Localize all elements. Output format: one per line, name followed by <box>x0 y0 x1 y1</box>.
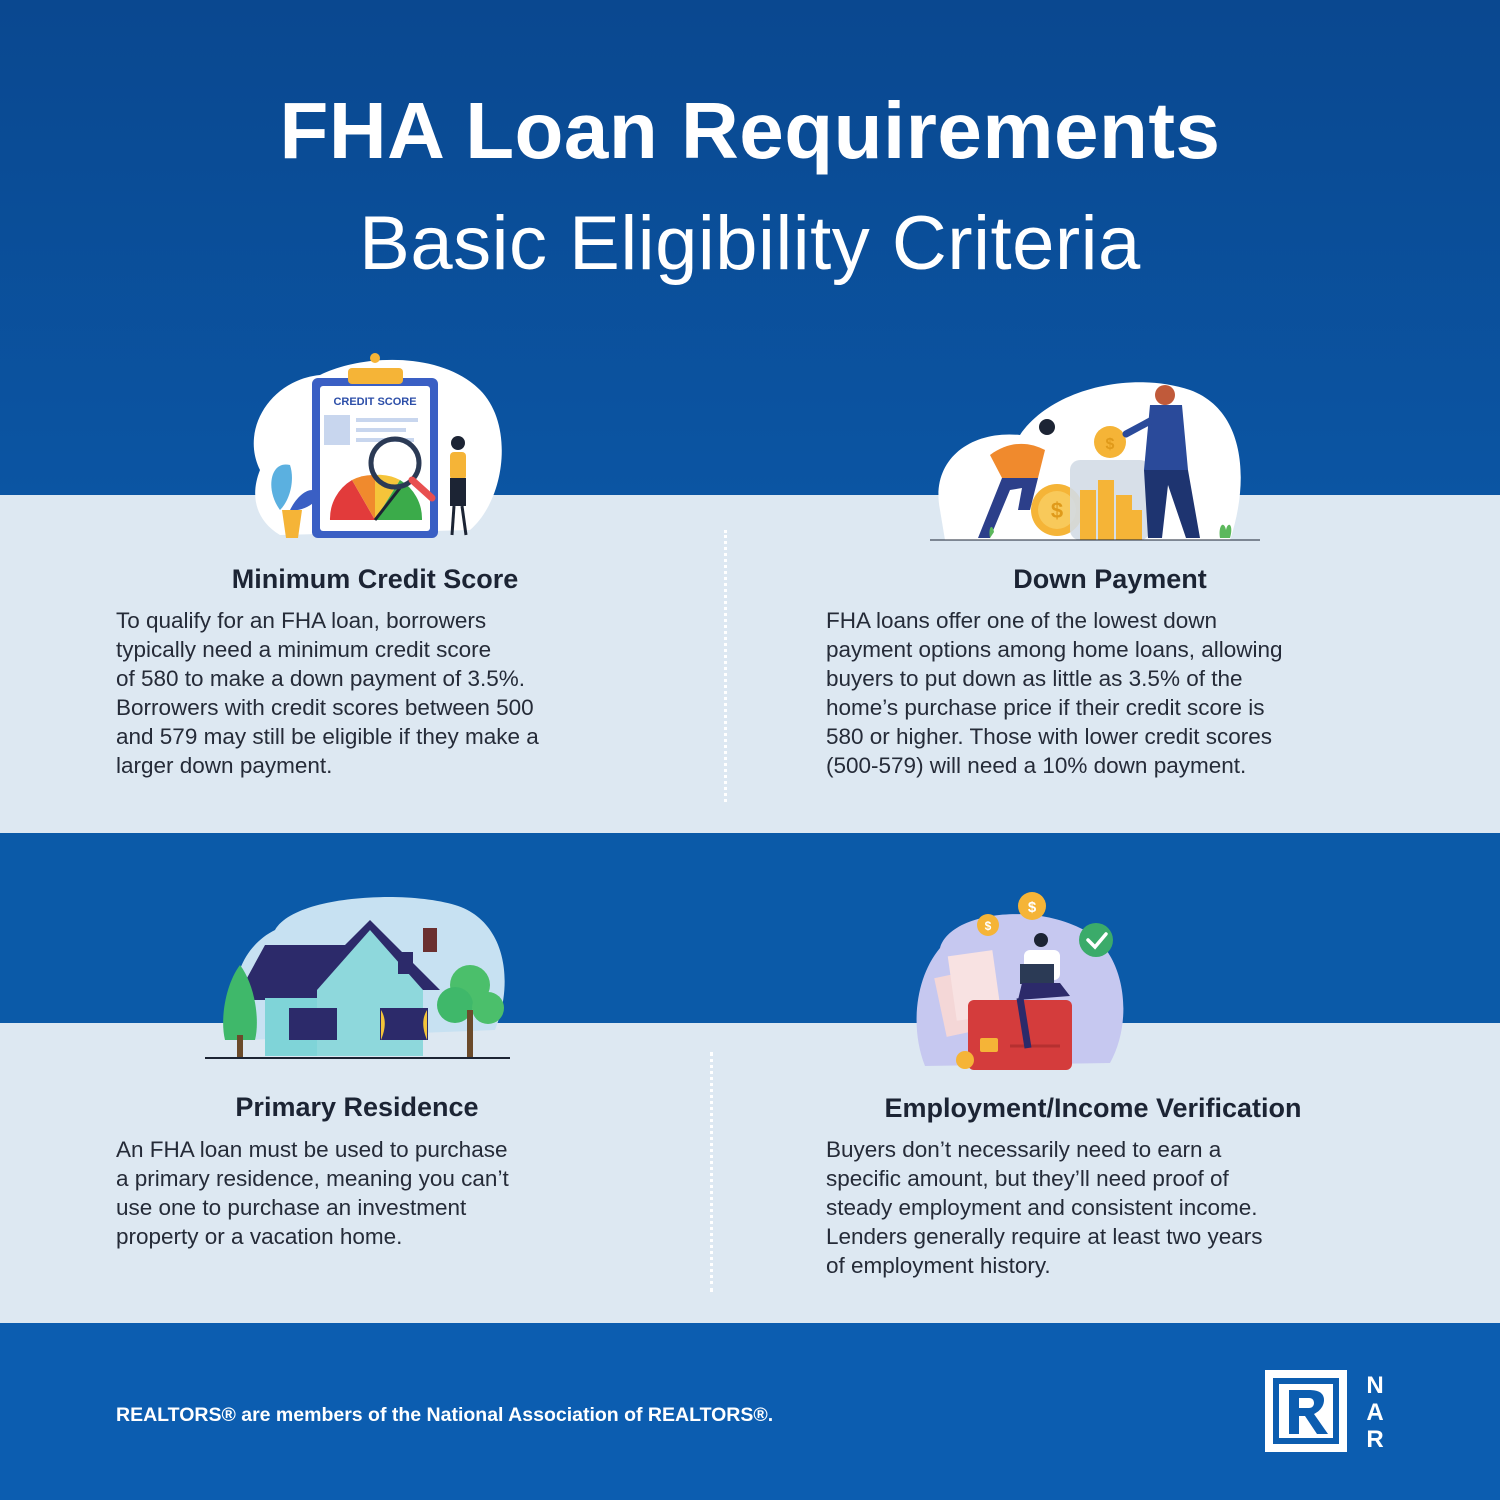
page-title: FHA Loan Requirements <box>279 86 1221 175</box>
text-line: property or a vacation home. <box>116 1224 403 1249</box>
text-line: Buyers don’t necessarily need to earn a <box>826 1137 1222 1162</box>
text-line: Lenders generally require at least two years <box>826 1224 1263 1249</box>
footer-disclaimer: REALTORS® are members of the National Association of REALTORS®. <box>116 1404 774 1426</box>
page-subtitle: Basic Eligibility Criteria <box>359 201 1141 286</box>
nar-letter: A <box>1366 1399 1384 1426</box>
card-body-income-verification <box>826 1135 1263 1280</box>
text-line: home’s purchase price if their credit score is <box>826 695 1265 720</box>
down-payment-illustration <box>930 370 1270 545</box>
card-body-credit-score <box>116 606 539 780</box>
svg-text:$: $ <box>1050 498 1064 523</box>
text-line: Borrowers with credit scores between 500 <box>116 695 534 720</box>
text-line: a primary residence, meaning you can’t <box>116 1166 509 1191</box>
income-verification-illustration <box>910 888 1135 1073</box>
nar-letter: N <box>1366 1372 1384 1399</box>
svg-text:$: $ <box>1105 436 1115 453</box>
credit-score-illustration <box>240 350 510 545</box>
text-line: An FHA loan must be used to purchase <box>116 1137 508 1162</box>
credit-score-label: CREDIT SCORE <box>333 396 417 408</box>
lower-divider <box>710 1052 713 1292</box>
text-line: and 579 may still be eligible if they make a <box>116 724 539 749</box>
text-line: use one to purchase an investment <box>116 1195 467 1220</box>
nar-letter: R <box>1366 1426 1384 1453</box>
text-line: (500-579) will need a 10% down payment. <box>826 753 1247 778</box>
card-body-primary-residence <box>116 1135 509 1251</box>
card-heading-credit-score: Minimum Credit Score <box>231 564 519 594</box>
text-line: steady employment and consistent income. <box>826 1195 1258 1220</box>
text-line: larger down payment. <box>116 753 333 778</box>
nar-wordmark <box>1360 1372 1390 1453</box>
text-line: of 580 to make a down payment of 3.5%. <box>116 666 525 691</box>
text-line: typically need a minimum credit score <box>116 637 492 662</box>
house-illustration <box>205 890 515 1065</box>
card-body-down-payment <box>826 606 1283 780</box>
text-line: payment options among home loans, allowing <box>826 637 1283 662</box>
svg-text:$: $ <box>984 919 992 933</box>
card-heading-income-verification: Employment/Income Verification <box>884 1093 1302 1123</box>
card-heading-primary-residence: Primary Residence <box>235 1092 479 1122</box>
upper-divider <box>724 530 727 802</box>
text-line: of employment history. <box>826 1253 1051 1278</box>
text-line: buyers to put down as little as 3.5% of the <box>826 666 1243 691</box>
text-line: To qualify for an FHA loan, borrowers <box>116 608 487 633</box>
text-line: FHA loans offer one of the lowest down <box>826 608 1218 633</box>
realtor-r-logo-icon <box>1265 1370 1347 1452</box>
svg-text:$: $ <box>1027 899 1037 916</box>
card-heading-down-payment: Down Payment <box>1013 564 1207 594</box>
text-line: 580 or higher. Those with lower credit scores <box>826 724 1273 749</box>
text-line: specific amount, but they’ll need proof of <box>826 1166 1229 1191</box>
